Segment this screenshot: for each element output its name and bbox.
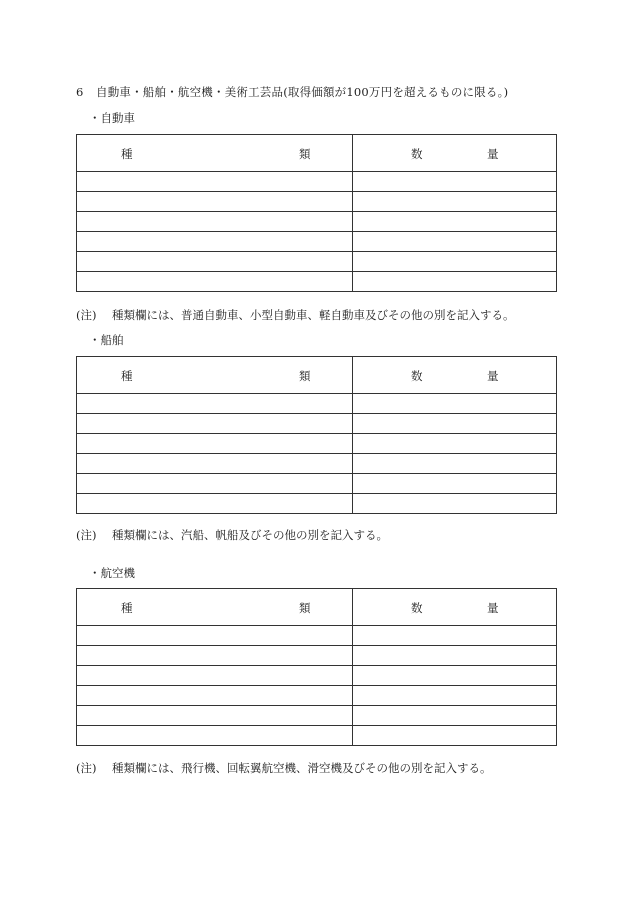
- note-text: 種類欄には、飛行機、回転翼航空機、滑空機及びその他の別を記入する。: [112, 761, 492, 775]
- kind-cell[interactable]: [77, 666, 353, 686]
- kind-cell[interactable]: [77, 494, 353, 514]
- quantity-header-left: 数: [411, 369, 423, 383]
- kind-cell[interactable]: [77, 454, 353, 474]
- table-row: [77, 272, 557, 292]
- kind-header: [77, 357, 353, 394]
- kind-header-right: 類: [299, 601, 311, 615]
- kind-header-right: 類: [299, 147, 311, 161]
- table-row: [77, 212, 557, 232]
- kind-header-left: 種: [121, 601, 133, 615]
- kind-cell[interactable]: [77, 272, 353, 292]
- automobile-table: [76, 134, 557, 292]
- table-row: [77, 434, 557, 454]
- table-header-row: [77, 135, 557, 172]
- table-row: [77, 646, 557, 666]
- kind-cell[interactable]: [77, 706, 353, 726]
- quantity-header-right: 量: [487, 147, 499, 161]
- quantity-cell[interactable]: [353, 494, 557, 514]
- quantity-cell[interactable]: [353, 474, 557, 494]
- table-row: [77, 726, 557, 746]
- quantity-header: [353, 589, 557, 626]
- quantity-cell[interactable]: [353, 212, 557, 232]
- kind-cell[interactable]: [77, 434, 353, 454]
- note-text: 種類欄には、汽船、帆船及びその他の別を記入する。: [112, 528, 388, 542]
- kind-cell[interactable]: [77, 414, 353, 434]
- kind-cell[interactable]: [77, 394, 353, 414]
- table-row: [77, 232, 557, 252]
- quantity-cell[interactable]: [353, 666, 557, 686]
- quantity-cell[interactable]: [353, 172, 557, 192]
- section-title: 自動車・船舶・航空機・美術工芸品(取得価額が100万円を超えるものに限る。): [96, 85, 509, 99]
- quantity-cell[interactable]: [353, 192, 557, 212]
- quantity-cell[interactable]: [353, 252, 557, 272]
- table-row: [77, 686, 557, 706]
- quantity-cell[interactable]: [353, 646, 557, 666]
- quantity-header: [353, 135, 557, 172]
- quantity-cell[interactable]: [353, 726, 557, 746]
- quantity-cell[interactable]: [353, 434, 557, 454]
- aircraft-subtitle: ・航空機: [89, 566, 135, 580]
- kind-cell[interactable]: [77, 646, 353, 666]
- automobile-subtitle: ・自動車: [89, 111, 135, 125]
- table-row: [77, 494, 557, 514]
- table-row: [77, 172, 557, 192]
- table-row: [77, 626, 557, 646]
- kind-header-right: 類: [299, 369, 311, 383]
- note-tag: (注): [76, 761, 97, 775]
- note-text: 種類欄には、普通自動車、小型自動車、軽自動車及びその他の別を記入する。: [112, 308, 515, 322]
- quantity-header-left: 数: [411, 147, 423, 161]
- aircraft-table: [76, 588, 557, 746]
- quantity-header-right: 量: [487, 369, 499, 383]
- kind-header: [77, 135, 353, 172]
- kind-header-left: 種: [121, 369, 133, 383]
- kind-header-left: 種: [121, 147, 133, 161]
- quantity-header: [353, 357, 557, 394]
- note-tag: (注): [76, 528, 97, 542]
- table-row: [77, 414, 557, 434]
- quantity-cell[interactable]: [353, 394, 557, 414]
- kind-cell[interactable]: [77, 232, 353, 252]
- section-heading: [76, 84, 508, 100]
- ship-table: [76, 356, 557, 514]
- kind-cell[interactable]: [77, 252, 353, 272]
- kind-cell[interactable]: [77, 726, 353, 746]
- kind-cell[interactable]: [77, 474, 353, 494]
- kind-cell[interactable]: [77, 212, 353, 232]
- automobile-note: [76, 307, 515, 323]
- quantity-header-right: 量: [487, 601, 499, 615]
- table-header-row: [77, 357, 557, 394]
- quantity-cell[interactable]: [353, 414, 557, 434]
- kind-cell[interactable]: [77, 192, 353, 212]
- table-row: [77, 252, 557, 272]
- quantity-cell[interactable]: [353, 232, 557, 252]
- kind-header: [77, 589, 353, 626]
- table-row: [77, 454, 557, 474]
- table-row: [77, 474, 557, 494]
- section-number: 6: [76, 85, 84, 99]
- table-row: [77, 394, 557, 414]
- quantity-cell[interactable]: [353, 272, 557, 292]
- quantity-cell[interactable]: [353, 626, 557, 646]
- kind-cell[interactable]: [77, 172, 353, 192]
- kind-cell[interactable]: [77, 686, 353, 706]
- quantity-cell[interactable]: [353, 706, 557, 726]
- table-row: [77, 666, 557, 686]
- ship-subtitle: ・船舶: [89, 333, 124, 347]
- quantity-header-left: 数: [411, 601, 423, 615]
- table-row: [77, 192, 557, 212]
- aircraft-note: [76, 760, 492, 776]
- table-row: [77, 706, 557, 726]
- table-header-row: [77, 589, 557, 626]
- ship-note: [76, 527, 388, 543]
- quantity-cell[interactable]: [353, 454, 557, 474]
- note-tag: (注): [76, 308, 97, 322]
- quantity-cell[interactable]: [353, 686, 557, 706]
- kind-cell[interactable]: [77, 626, 353, 646]
